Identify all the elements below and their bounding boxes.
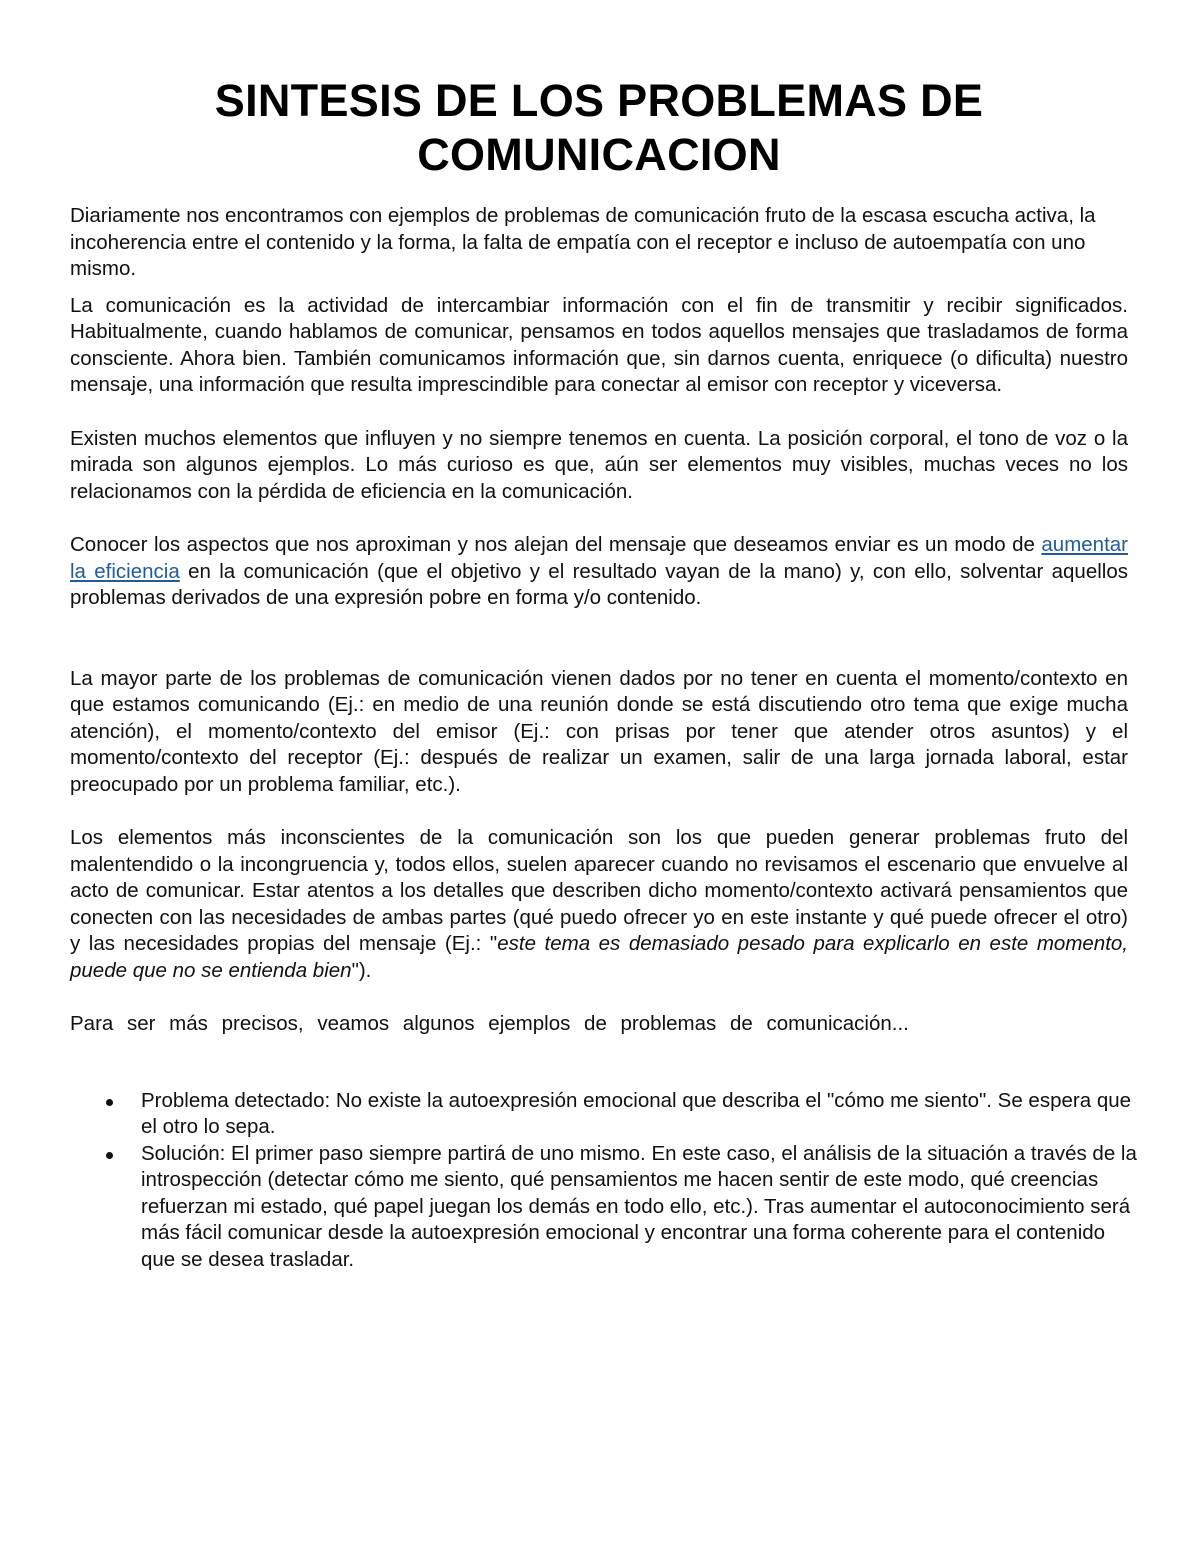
bullet-icon xyxy=(106,1099,113,1106)
list-item-text: Problema detectado: No existe la autoexpresión emocional que describa el "cómo me siento". Se espera que el otro lo sepa. xyxy=(141,1088,1132,1138)
list-item-text: Solución: El primer paso siempre partirá de uno mismo. En este caso, el análisis de la situación a través de la introspección (detectar cómo me siento, qué pensamientos me hacen sentir de este modo, qué creencias refuerzan mi estado, qué papel juegan los demás en todo ello, etc.). Tras aumentar el autoconocimiento será más fácil comunicar desde la autoexpresión emocional y encontrar una forma coherente para el contenido que se desea trasladar. xyxy=(141,1141,1137,1271)
paragraph-efficiency-end: en la comunicación (que el objetivo y el resultado vayan de la mano) y, con ello, solventar aquellos problemas derivados de una expresión pobre en forma y/o contenido. xyxy=(70,559,1128,609)
document-page xyxy=(70,0,1137,1273)
paragraph-definition: La comunicación es la actividad de intercambiar información con el fin de transmitir y recibir significados. Habitualmente, cuando hablamos de comunicar, pensamos en todos aquellos mensajes que trasladamos de forma consciente. Ahora bien. También comunicamos información que, sin darnos cuenta, enriquece (o dificulta) nuestro mensaje, una información que resulta imprescindible para conectar al emisor con receptor y viceversa. xyxy=(70,293,1128,396)
paragraph-unconscious xyxy=(70,825,1128,984)
examples-list xyxy=(70,1088,1137,1274)
paragraph-efficiency xyxy=(70,532,1128,612)
document-title: SINTESIS DE LOS PROBLEMAS DE COMUNICACION xyxy=(214,75,984,180)
list-item xyxy=(70,1088,1141,1141)
efficiency-link[interactable]: aumentar la eficiencia xyxy=(70,533,1128,583)
intro-paragraph: Diariamente nos encontramos con ejemplos de problemas de comunicación fruto de la escasa escucha activa, la incoherencia entre el contenido y la forma, la falta de empatía con el receptor e incluso de autoempatía con uno mismo. xyxy=(70,204,1096,280)
paragraph-unconscious-end: "). xyxy=(351,958,372,982)
list-item xyxy=(70,1141,1141,1274)
paragraph-context: La mayor parte de los problemas de comunicación vienen dados por no tener en cuenta el momento/contexto en que estamos comunicando (Ej.: en medio de una reunión donde se está discutiendo otro tema que exige mucha atención), el momento/contexto del emisor (Ej.: con prisas por tener que atender otros asuntos) y el momento/contexto del receptor (Ej.: después de realizar un examen, salir de una larga jornada laboral, estar preocupado por un problema familiar, etc.). xyxy=(70,666,1128,796)
example-quote: este tema es demasiado pesado para explicarlo en este momento, puede que no se entienda bien xyxy=(70,932,1128,982)
paragraph-efficiency-start: Conocer los aspectos que nos aproximan y nos alejan del mensaje que deseamos enviar es un modo de xyxy=(70,533,1042,556)
paragraph-unconscious-start: Los elementos más inconscientes de la comunicación son los que pueden generar problemas fruto del malentendido o la incongruencia y, todos ellos, suelen aparecer cuando no revisamos el escenario que envuelve al acto de comunicar. Estar atentos a los detalles que describen dicho momento/contexto activará pensamientos que conecten con las necesidades de ambas partes (qué puedo ofrecer yo en este instante y qué puede ofrecer el otro) y las necesidades propias del mensaje (Ej.: " xyxy=(70,826,1128,955)
bullet-icon xyxy=(106,1152,113,1159)
paragraph-elements: Existen muchos elementos que influyen y no siempre tenemos en cuenta. La posición corporal, el tono de voz o la mirada son algunos ejemplos. Lo más curioso es que, aún ser elementos muy visibles, muchas veces no los relacionamos con la pérdida de eficiencia en la comunicación. xyxy=(70,426,1128,503)
paragraph-examples-intro: Para ser más precisos, veamos algunos ejemplos de problemas de comunicación... xyxy=(70,1012,909,1035)
